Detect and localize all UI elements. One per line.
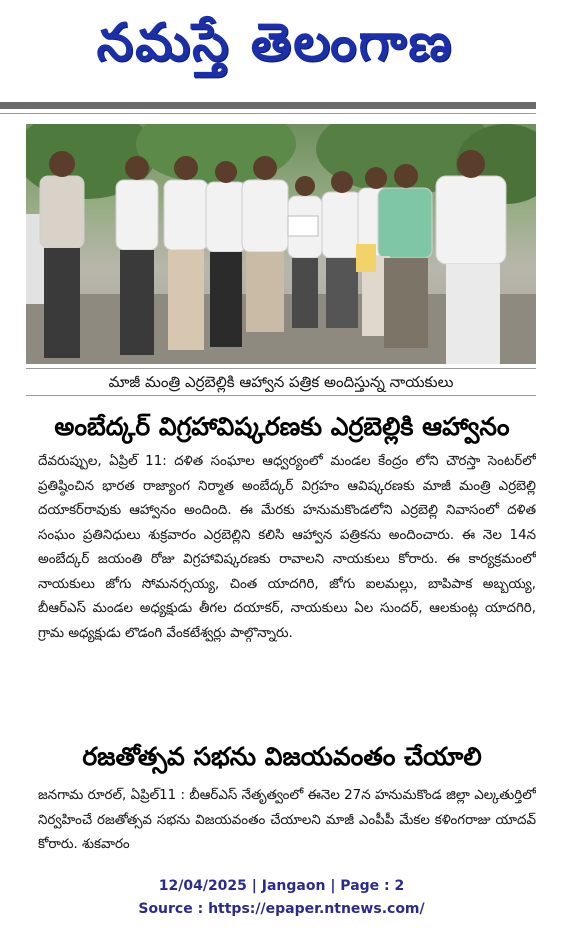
footer-source-link[interactable]: Source : https://epaper.ntnews.com/ — [138, 901, 425, 917]
masthead-rule-thin — [0, 113, 536, 114]
news-photo — [26, 124, 536, 364]
article2-headline: రజతోత్సవ సభను విజయవంతం చేయాలి — [82, 742, 482, 771]
masthead-rule — [0, 102, 536, 109]
article2-paragraph: జనగామ రూరల్, ఏప్రిల్11 : బీఆర్ఎస్ నేతృత్వంలో ఈనెల 27న హనుమకొండ జిల్లా ఎల్కతుర్తిలో నిర్వహించే రజతోత్సవ సభను విజయవంతం చేయాలని మాజీ ఎంపీపీ మేకల కళింగరాజు యాదవ్ కోరారు. శుకవారం — [38, 788, 536, 852]
article2-body — [38, 784, 536, 860]
footer-date-edition: 12/04/2025 | Jangaon | Page : 2 — [158, 878, 405, 894]
group-photo-illustration — [26, 124, 536, 364]
article1-paragraph: దేవరుప్పుల, ఏప్రిల్ 11: దళిత సంఘాల ఆధ్వర్యంలో మండల కేంద్రం లోని చౌరస్తా సెంటర్‌లో ప్రతిష్ఠించిన భారత రాజ్యాంగ నిర్మాత అంబేద్కర్ విగ్రహం ఆవిష్కరణకు మాజీ మంత్రి ఎర్రబెల్లి దయాకర్‌రావుకు ఆహ్వానం అందింది. ఈ మేరకు హనుమకొండలోని ఎర్రబెల్లి నివాసంలో దళిత సంఘం ప్రతినిధులు శుక్రవారం ఎర్రబెల్లిని కలిసి ఆహ్వాన పత్రికను అందించారు. ఈ నెల 14న అంబేద్కర్ జయంతి రోజు విగ్రహావిష్కరణకు రావాలని నాయకులు కోరారు. ఈ కార్యక్రమంలో నాయకులు జోగు సోమనర్సయ్య, చింత యాదగిరి, జోగు ఐలమల్లు, బాపిపాక అబ్బయ్య, బీఆర్ఎస్ మండల అధ్యక్షుడు తీగల దయాకర్, నాయకులు ఏల సుందర్, ఆలకుంట్ల యాదగిరి, గ్రామ అధ్యక్షుడు లొడంగి వేంకటేశ్వర్లు పాల్గొన్నారు. — [38, 454, 536, 641]
masthead-logo: నమస్తే తెలంగాణ — [96, 12, 454, 73]
article1-headline: అంబేద్కర్ విగ్రహావిష్కరణకు ఎర్రబెల్లికి ఆహ్వానం — [54, 412, 510, 441]
article1-body — [38, 450, 536, 732]
photo-caption: మాజీ మంత్రి ఎర్రబెల్లికి ఆహ్వాన పత్రిక అందిస్తున్న నాయకులు — [26, 368, 536, 396]
